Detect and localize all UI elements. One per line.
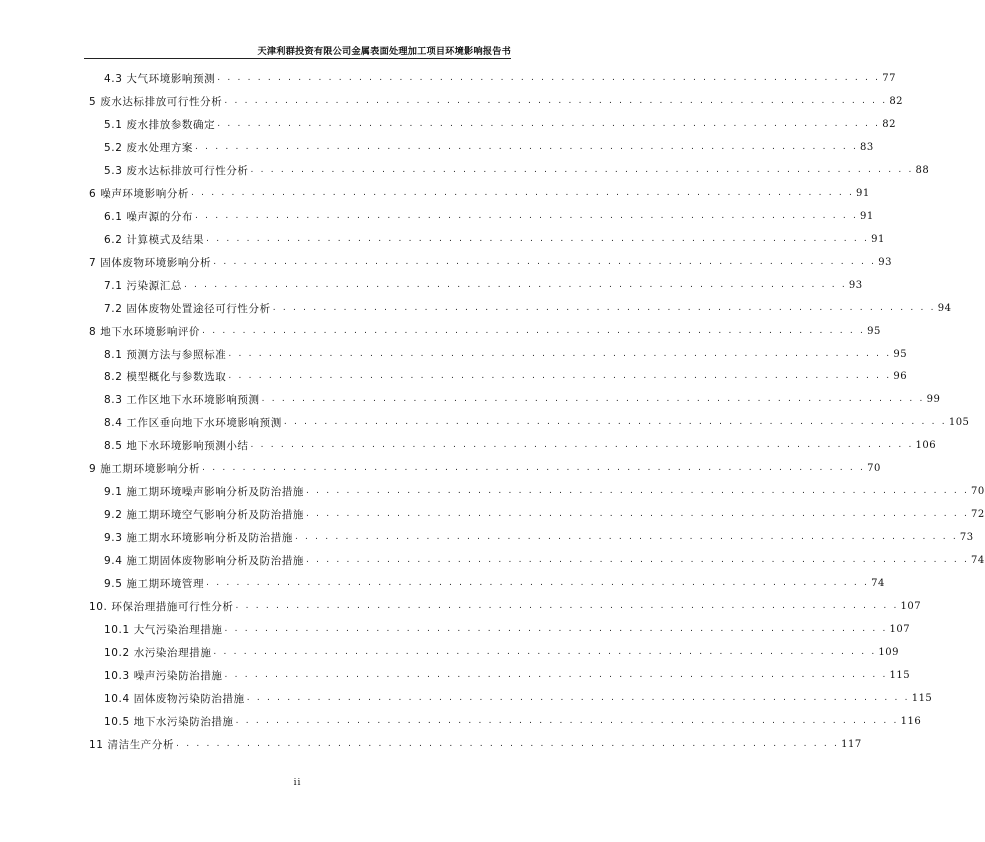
toc-entry-title: 10.2 水污染治理措施	[104, 647, 212, 659]
toc-dot-leader: . . . . . . . . . . . . . . . . . . . . . . . . . . . . . . . . . . . . . . . . . . . . . . . . . . . . . . . . . . . . . . . . . .	[202, 463, 866, 474]
toc-entry[interactable]	[89, 185, 870, 201]
toc-dot-leader: . . . . . . . . . . . . . . . . . . . . . . . . . . . . . . . . . . . . . . . . . . . . . . . . . . . . . . . . . . . . . . . . . .	[294, 532, 958, 543]
toc-entry[interactable]	[89, 736, 862, 752]
toc-dot-leader: . . . . . . . . . . . . . . . . . . . . . . . . . . . . . . . . . . . . . . . . . . . . . . . . . . . . . . . . . . . . . . . . . .	[195, 210, 859, 221]
toc-entry-page: 115	[911, 692, 933, 704]
toc-entry-title: 9.2 施工期环境空气影响分析及防治措施	[104, 509, 305, 522]
toc-entry[interactable]	[104, 713, 922, 729]
toc-dot-leader: . . . . . . . . . . . . . . . . . . . . . . . . . . . . . . . . . . . . . . . . . . . . . . . . . . . . . . . . . . . . . . . . . .	[213, 647, 877, 657]
toc-entry-page: 95	[867, 325, 881, 337]
toc-entry-page: 82	[889, 95, 904, 107]
toc-dot-leader: . . . . . . . . . . . . . . . . . . . . . . . . . . . . . . . . . . . . . . . . . . . . . . . . . . . . . . . . . . . . . . . . . .	[235, 601, 899, 612]
toc-entry[interactable]	[104, 368, 908, 384]
toc-entry-title: 5.2 废水处理方案	[104, 141, 194, 154]
page-number: ii	[293, 778, 302, 788]
toc-dot-leader: . . . . . . . . . . . . . . . . . . . . . . . . . . . . . . . . . . . . . . . . . . . . . . . . . . . . . . . . . . . . . . . . . .	[195, 141, 859, 152]
toc-entry-page: 93	[848, 279, 863, 291]
toc-entry[interactable]	[104, 667, 911, 683]
toc-entry-page: 70	[971, 486, 985, 498]
toc-entry[interactable]	[104, 529, 974, 545]
toc-dot-leader: . . . . . . . . . . . . . . . . . . . . . . . . . . . . . . . . . . . . . . . . . . . . . . . . . . . . . . . . . . . . . . . . . .	[306, 509, 970, 520]
toc-entry-title: 9 施工期环境影响分析	[89, 463, 201, 476]
toc-entry-title: 8 地下水环境影响评价	[89, 325, 201, 338]
toc-entry-page: 94	[937, 302, 952, 314]
document-title: 天津利群投资有限公司金属表面处理加工项目环境影响报告书	[257, 46, 511, 57]
toc-entry-page: 107	[900, 601, 922, 613]
toc-entry-title: 10.3 噪声污染防治措施	[104, 669, 223, 682]
toc-dot-leader: . . . . . . . . . . . . . . . . . . . . . . . . . . . . . . . . . . . . . . . . . . . . . . . . . . . . . . . . . . . . . . . . . .	[228, 348, 892, 359]
toc-entry[interactable]	[104, 690, 933, 706]
toc-dot-leader: . . . . . . . . . . . . . . . . . . . . . . . . . . . . . . . . . . . . . . . . . . . . . . . . . . . . . . . . . . . . . . . . . .	[224, 95, 888, 106]
toc-dot-leader: . . . . . . . . . . . . . . . . . . . . . . . . . . . . . . . . . . . . . . . . . . . . . . . . . . . . . . . . . . . . . . . . . .	[246, 692, 910, 703]
toc-entry-page: 88	[915, 164, 930, 176]
toc-entry-title: 8.4 工作区垂向地下水环境影响预测	[104, 417, 282, 430]
toc-dot-leader: . . . . . . . . . . . . . . . . . . . . . . . . . . . . . . . . . . . . . . . . . . . . . . . . . . . . . . . . . . . . . . . . . .	[272, 302, 936, 313]
toc-entry-page: 105	[948, 417, 970, 429]
toc-entry[interactable]	[104, 139, 874, 155]
toc-entry[interactable]	[89, 254, 892, 270]
toc-entry-title: 4.3 大气环境影响预测	[104, 73, 216, 85]
toc-dot-leader: . . . . . . . . . . . . . . . . . . . . . . . . . . . . . . . . . . . . . . . . . . . . . . . . . . . . . . . . . . . . . . . . . .	[283, 417, 947, 428]
toc-entry[interactable]	[104, 575, 885, 591]
toc-entry-page: 91	[860, 210, 874, 222]
toc-entry-page: 93	[878, 256, 892, 268]
toc-entry-page: 95	[893, 348, 908, 360]
toc-entry-page: 72	[971, 509, 985, 521]
toc-dot-leader: . . . . . . . . . . . . . . . . . . . . . . . . . . . . . . . . . . . . . . . . . . . . . . . . . . . . . . . . . . . . . . . . . .	[217, 73, 881, 83]
toc-dot-leader: . . . . . . . . . . . . . . . . . . . . . . . . . . . . . . . . . . . . . . . . . . . . . . . . . . . . . . . . . . . . . . . . . .	[306, 486, 970, 497]
toc-entry[interactable]	[89, 93, 904, 109]
toc-entry[interactable]	[104, 277, 863, 293]
toc-entry-title: 5 废水达标排放可行性分析	[89, 95, 223, 108]
toc-dot-leader: . . . . . . . . . . . . . . . . . . . . . . . . . . . . . . . . . . . . . . . . . . . . . . . . . . . . . . . . . . . . . . . . . .	[191, 187, 855, 198]
page-header	[84, 42, 511, 59]
toc-entry[interactable]	[104, 300, 952, 316]
toc-entry[interactable]	[104, 621, 911, 637]
toc-entry-title: 7.1 污染源汇总	[104, 279, 182, 292]
toc-entry[interactable]	[104, 391, 941, 407]
toc-entry-title: 5.1 废水排放参数确定	[104, 118, 216, 131]
toc-entry[interactable]	[104, 208, 874, 224]
toc-entry[interactable]	[104, 162, 930, 178]
toc-entry-title: 10.4 固体废物污染防治措施	[104, 692, 245, 705]
toc-entry-title: 7 固体废物环境影响分析	[89, 256, 212, 269]
toc-entry-title: 7.2 固体废物处置途径可行性分析	[104, 302, 271, 315]
toc-dot-leader: . . . . . . . . . . . . . . . . . . . . . . . . . . . . . . . . . . . . . . . . . . . . . . . . . . . . . . . . . . . . . . . . . .	[224, 624, 888, 635]
toc-entry-page: 115	[889, 669, 911, 681]
toc-entry-page: 73	[959, 532, 974, 544]
toc-entry-page: 91	[856, 187, 870, 199]
toc-entry[interactable]	[89, 323, 881, 339]
toc-dot-leader: . . . . . . . . . . . . . . . . . . . . . . . . . . . . . . . . . . . . . . . . . . . . . . . . . . . . . . . . . . . . . . . . . .	[250, 164, 914, 175]
toc-entry-title: 9.5 施工期环境管理	[104, 578, 205, 591]
toc-dot-leader: . . . . . . . . . . . . . . . . . . . . . . . . . . . . . . . . . . . . . . . . . . . . . . . . . . . . . . . . . . . . . . . . . .	[176, 738, 840, 749]
toc-dot-leader: . . . . . . . . . . . . . . . . . . . . . . . . . . . . . . . . . . . . . . . . . . . . . . . . . . . . . . . . . . . . . . . . . .	[228, 371, 892, 382]
toc-entry-page: 74	[971, 555, 985, 567]
toc-entry-title: 10.5 地下水污染防治措施	[104, 715, 234, 728]
toc-entry[interactable]	[104, 346, 908, 362]
toc-entry-title: 6 噪声环境影响分析	[89, 187, 190, 200]
toc-entry[interactable]	[104, 552, 985, 568]
toc-entry-title: 8.1 预测方法与参照标准	[104, 348, 227, 361]
toc-entry-page: 99	[926, 394, 941, 406]
toc-entry-page: 77	[882, 73, 896, 84]
toc-dot-leader: . . . . . . . . . . . . . . . . . . . . . . . . . . . . . . . . . . . . . . . . . . . . . . . . . . . . . . . . . . . . . . . . . .	[224, 669, 888, 680]
toc-entry-page: 106	[915, 440, 937, 452]
toc-dot-leader: . . . . . . . . . . . . . . . . . . . . . . . . . . . . . . . . . . . . . . . . . . . . . . . . . . . . . . . . . . . . . . . . . .	[261, 394, 925, 405]
toc-entry[interactable]	[89, 460, 881, 476]
toc-entry-page: 107	[889, 624, 911, 636]
toc-entry-title: 10.1 大气污染治理措施	[104, 624, 223, 637]
toc-dot-leader: . . . . . . . . . . . . . . . . . . . . . . . . . . . . . . . . . . . . . . . . . . . . . . . . . . . . . . . . . . . . . . . . . .	[206, 578, 870, 589]
toc-entry[interactable]	[89, 598, 922, 614]
toc-entry-title: 9.3 施工期水环境影响分析及防治措施	[104, 532, 293, 545]
toc-entry[interactable]	[104, 644, 899, 660]
toc-entry-title: 6.2 计算模式及结果	[104, 233, 205, 246]
toc-dot-leader: . . . . . . . . . . . . . . . . . . . . . . . . . . . . . . . . . . . . . . . . . . . . . . . . . . . . . . . . . . . . . . . . . .	[183, 279, 847, 290]
toc-entry-title: 8.2 模型概化与参数选取	[104, 371, 227, 384]
toc-dot-leader: . . . . . . . . . . . . . . . . . . . . . . . . . . . . . . . . . . . . . . . . . . . . . . . . . . . . . . . . . . . . . . . . . .	[217, 118, 881, 129]
toc-entry-page: 116	[900, 715, 922, 727]
toc-entry[interactable]	[104, 437, 937, 453]
toc-entry-page: 91	[871, 233, 885, 245]
toc-entry-page: 70	[867, 463, 881, 475]
toc-dot-leader: . . . . . . . . . . . . . . . . . . . . . . . . . . . . . . . . . . . . . . . . . . . . . . . . . . . . . . . . . . . . . . . . . .	[235, 715, 899, 726]
toc-entry-title: 6.1 噪声源的分布	[104, 210, 194, 223]
toc-entry[interactable]	[104, 483, 985, 499]
toc-entry-page: 83	[860, 141, 874, 153]
toc-dot-leader: . . . . . . . . . . . . . . . . . . . . . . . . . . . . . . . . . . . . . . . . . . . . . . . . . . . . . . . . . . . . . . . . . .	[206, 233, 870, 244]
toc-entry-page: 117	[841, 738, 862, 750]
toc-dot-leader: . . . . . . . . . . . . . . . . . . . . . . . . . . . . . . . . . . . . . . . . . . . . . . . . . . . . . . . . . . . . . . . . . .	[202, 325, 866, 336]
toc-entry-title: 8.3 工作区地下水环境影响预测	[104, 394, 260, 407]
toc-entry-page: 109	[878, 647, 899, 658]
toc-entry-title: 10. 环保治理措施可行性分析	[89, 601, 234, 614]
toc-entry-title: 9.4 施工期固体废物影响分析及防治措施	[104, 555, 305, 568]
toc-entry[interactable]	[104, 506, 985, 522]
toc-entry-title: 5.3 废水达标排放可行性分析	[104, 164, 249, 177]
toc-entry[interactable]	[104, 70, 896, 86]
toc-dot-leader: . . . . . . . . . . . . . . . . . . . . . . . . . . . . . . . . . . . . . . . . . . . . . . . . . . . . . . . . . . . . . . . . . .	[306, 555, 970, 566]
toc-entry-title: 8.5 地下水环境影响预测小结	[104, 440, 249, 453]
toc-entry-page: 82	[882, 118, 896, 130]
toc-entry[interactable]	[104, 414, 970, 430]
toc-entry-title: 9.1 施工期环境噪声影响分析及防治措施	[104, 486, 305, 499]
toc-entry-page: 96	[893, 371, 908, 383]
toc-entry[interactable]	[104, 231, 885, 247]
toc-entry-page: 74	[871, 578, 885, 590]
toc-dot-leader: . . . . . . . . . . . . . . . . . . . . . . . . . . . . . . . . . . . . . . . . . . . . . . . . . . . . . . . . . . . . . . . . . .	[250, 440, 914, 451]
toc-dot-leader: . . . . . . . . . . . . . . . . . . . . . . . . . . . . . . . . . . . . . . . . . . . . . . . . . . . . . . . . . . . . . . . . . .	[213, 256, 877, 267]
toc-entry-title: 11 清洁生产分析	[89, 738, 175, 751]
toc-entry[interactable]	[104, 116, 896, 132]
